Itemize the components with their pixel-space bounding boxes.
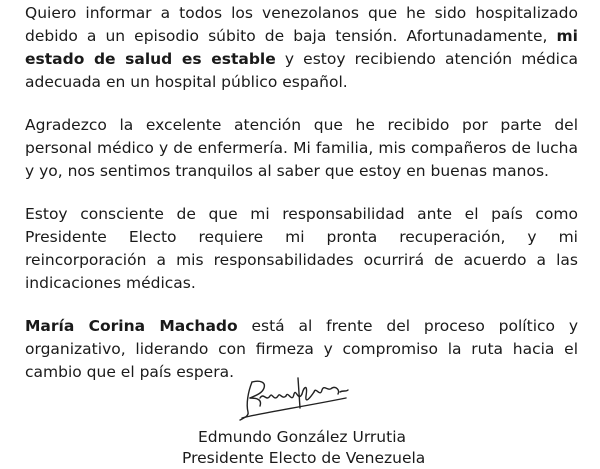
p1-bold-text: mi estado de salud es estable (25, 27, 578, 68)
letter-body (25, 0, 578, 404)
p4-text-c: está al frente del proceso político y organizativo, liderando con firmeza y compromiso la ruta hacia el cambio que el país espera. (25, 317, 578, 381)
p1-text-c: y estoy recibiendo atención médica adecuada en un hospital público español. (25, 50, 578, 91)
p1-text-a: Quiero informar a todos los venezolanos que he sido hospitalizado debido a un episodio súbito de baja tensión. Afortunadamente, (25, 4, 578, 45)
p4-bold-name: María Corina Machado (25, 317, 238, 335)
paragraph-gratitude: Agradezco la excelente atención que he recibido por parte del personal médico y de enfermería. Mi familia, mis compañeros de lucha y yo, nos sentimos tranquilos al saber que estoy en buenas manos. (25, 116, 578, 180)
signatory-name: Edmundo González Urrutia (198, 428, 407, 446)
handwritten-signature (236, 368, 354, 426)
paragraph-health-status (25, 2, 578, 94)
signatory-title: Presidente Electo de Venezuela (182, 449, 426, 467)
paragraph-responsibility: Estoy consciente de que mi responsabilidad ante el país como Presidente Electo requiere mi pronta recuperación, y mi reincorporación a mis responsabilidades ocurrirá de acuerdo a las indicaciones médicas. (25, 205, 578, 292)
